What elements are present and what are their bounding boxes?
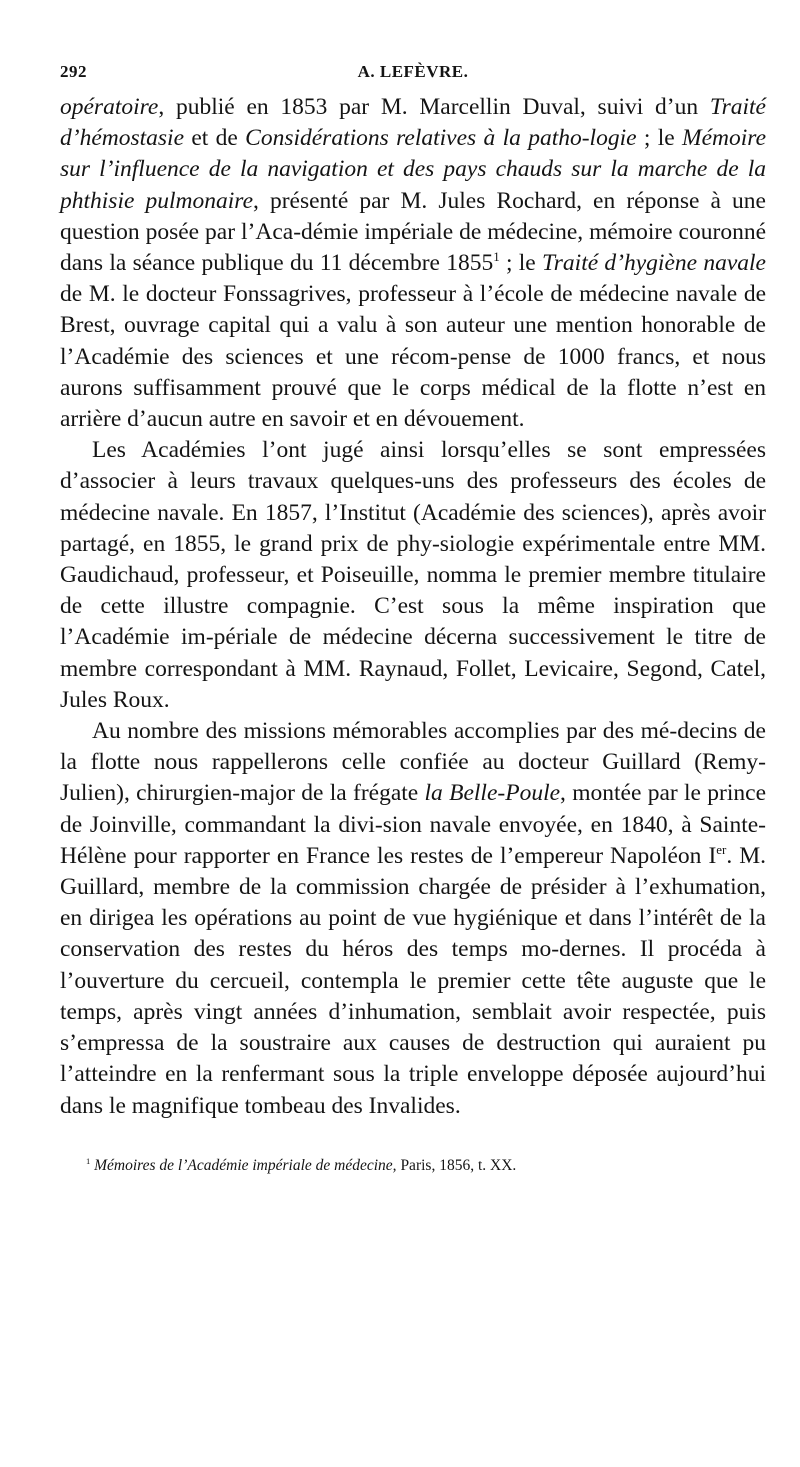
paragraph xyxy=(60,716,766,1122)
footnote-marker: 1 xyxy=(493,248,500,264)
text-run: Les Académies l’ont jugé ainsi lorsqu’elles se sont empressées d’associer à leurs travaux quelques-uns des professeurs des écoles de médecine navale. En 1857, l’Institut (Académie des sciences), après avoir partagé, en 1855, le grand prix de phy-siologie expérimentale entre MM. Gaudichaud, professeur, et Poiseuille, nomma le premier membre titulaire de cette illustre compagnie. C’est sous la même inspiration que l’Académie im-périale de médecine décerna successivement le titre de membre correspondant à MM. Raynaud, Follet, Levicaire, Segond, Catel, Jules Roux. xyxy=(60,437,766,713)
italic-title: Considérations relatives à la patho-logie xyxy=(245,125,637,152)
italic-title: Traité d’hygiène navale xyxy=(542,250,766,277)
page-number: 292 xyxy=(60,62,87,81)
footnote xyxy=(60,1156,766,1176)
italic-title: Mémoire sur l’influence de la navigation et des pays chauds sur la marche de la phthisie pulmonaire xyxy=(60,125,767,214)
paragraph xyxy=(60,435,766,716)
paragraph xyxy=(60,92,766,435)
body-text xyxy=(60,92,766,1122)
running-head xyxy=(60,62,766,92)
text-run: , présenté par M. Jules Rochard, en réponse à une question posée par l’Aca-démie impériale de médecine, mémoire couronné dans la séance publique du 11 décembre 1855 xyxy=(60,187,766,277)
text-run: ; le xyxy=(499,250,542,277)
text-run: , publié en 1853 par M. Marcellin Duval, suivi d’un xyxy=(158,94,710,120)
footnote-marker: er xyxy=(716,841,727,857)
italic-title: Traité d’hémostasie xyxy=(60,94,766,152)
footnote-marker: 1 xyxy=(86,1155,91,1166)
italic-title: la Belle-Poule xyxy=(424,780,561,807)
book-page xyxy=(60,62,766,1176)
text-run: de M. le docteur Fonssagrives, professeur à l’école de médecine navale de Brest, ouvrage capital qui a valu à son auteur une mention honorable de l’Académie des sciences et une récom-pense de 1000 francs, et nous aurons suffisamment prouvé que le corps médical de la flotte n’est en arrière d’aucun autre en savoir et en dévouement. xyxy=(60,281,766,433)
text-run: Paris, 1856, t. XX. xyxy=(396,1156,517,1174)
italic-title: opératoire xyxy=(60,94,159,120)
italic-title: Mémoires de l’Académie impériale de médecine, xyxy=(94,1156,397,1174)
text-run: . M. Guillard, membre de la commission chargée de présider à l’exhumation, en dirigea les opérations au point de vue hygiénique et dans l’intérêt de la conservation des restes du héros des temps mo-dernes. Il procéda à l’ouverture du cercueil, contempla le premier cette tête auguste que le temps, après vingt années d’inhumation, semblait avoir respectée, puis s’empressa de la soustraire aux causes de destruction qui auraient pu l’atteindre en la renfermant sous la triple enveloppe déposée aujourd’hui dans le magnifique tombeau des Invalides. xyxy=(60,842,766,1119)
text-run: Au nombre des missions mémorables accomplies par des mé-decins de la flotte nous rappellerons celle confiée au docteur Guillard (Remy-Julien), chirurgien-major de la frégate xyxy=(60,718,766,807)
text-run: , montée par le prince de Joinville, commandant la divi-sion navale envoyée, en 1840, à Sainte-Hélène pour rapporter en France les restes de l’empereur Napoléon I xyxy=(60,780,767,869)
running-title: A. LEFÈVRE. xyxy=(357,62,469,81)
text-run: et de xyxy=(184,125,246,152)
text-run: ; le xyxy=(636,125,683,152)
